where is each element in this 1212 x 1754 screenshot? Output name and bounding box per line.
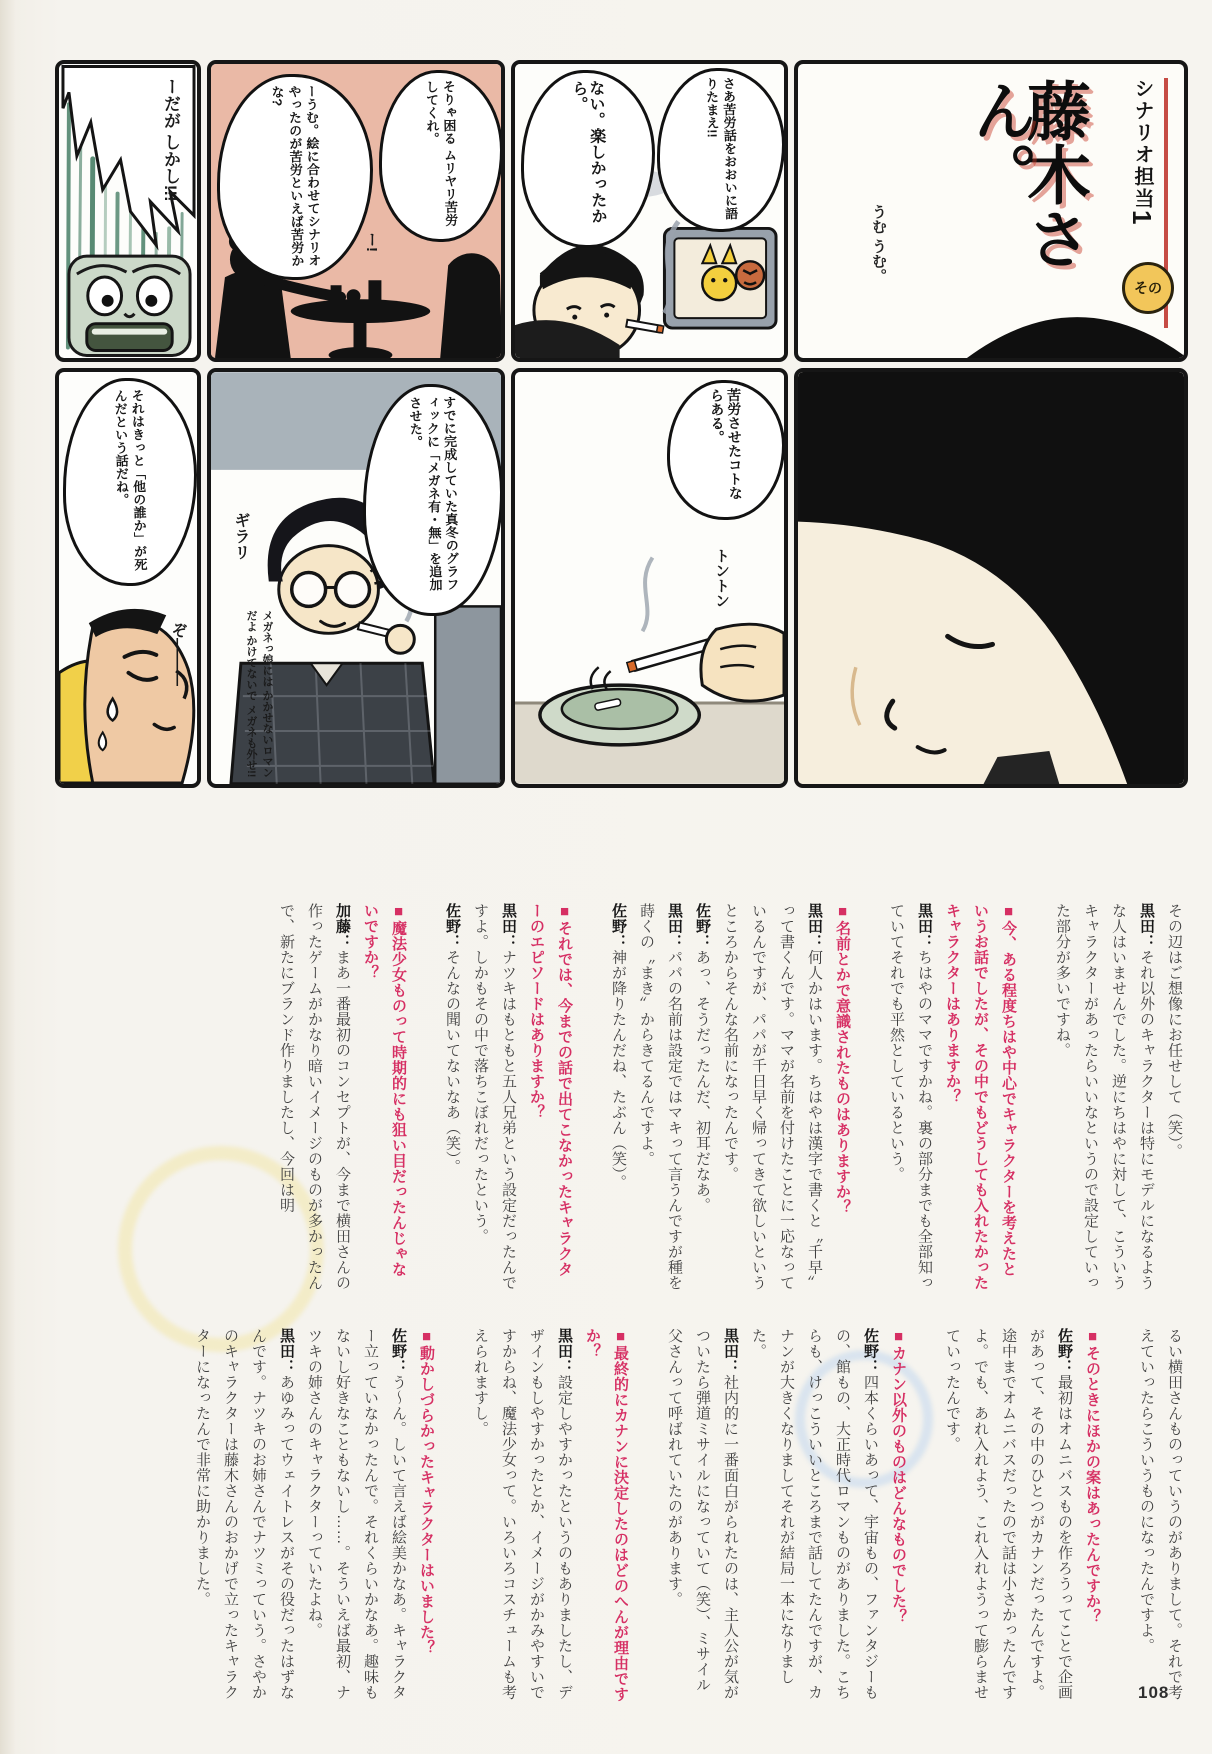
kicker-badge: その: [1122, 262, 1174, 314]
speech-bubble: [657, 68, 785, 232]
answer-text: パパの名前は設定ではマキって言うんですが種を蒔くの〝まき〟からきてるんですよ。: [638, 903, 683, 1291]
answer-text: ちはやのママですかね。裏の部分までも全部知っていてそれでも平然としているという。: [888, 903, 933, 1291]
interview-text-lower: [72, 1328, 1188, 1704]
manga-panel-glasses: [207, 368, 505, 788]
bubble-text: すでに完成していた真冬のグラフィックに「メガネ有・無」を追加させた。: [406, 395, 460, 592]
interview-question: ■そのときにほかの案はあったんですか？: [1084, 1328, 1101, 1625]
answer-text: そんなの聞いてないなあ（笑）。: [444, 949, 461, 1175]
bubble-text: ない。楽しかったから。: [569, 79, 607, 224]
speech-bubble: [217, 74, 373, 280]
speaker-name: 黒田：: [806, 903, 823, 950]
comic-title: 藤木さん。: [962, 78, 1091, 270]
interview-answer: [438, 903, 466, 1291]
table-sfx-text: ー!: [363, 232, 380, 252]
manga-panel-face: [794, 368, 1188, 788]
interview-question: ■動かしづらかったキャラクターはいました？: [418, 1328, 435, 1656]
speaker-name: 佐野：: [390, 1328, 407, 1375]
answer-text: それ以外のキャラクターは特にモデルになるような人はいませんでした。逆にちはやに対して、こういうキャラクターがあったらいいなというので設定していった部分が多いですね。: [1054, 903, 1155, 1291]
murmur-text: うむ うむ。: [870, 204, 887, 284]
answer-text: まあ一番最初のコンセプトが、今まで横田さんの作ったゲームがかなり暗いイメージのものが多かったんで、新たにブランド作りましたし、今回は明: [278, 903, 351, 1291]
interview-answer: [1048, 903, 1160, 1291]
speaker-name: 黒田：: [666, 903, 683, 950]
interview-question: ■魔法少女ものって時期的にも狙い目だったんじゃないですか？: [362, 903, 407, 1277]
glasses-sfx-text: ギラリ: [232, 512, 249, 560]
speech-bubble: [667, 380, 785, 520]
interview-question: ■今、ある程度ちはや中心でキャラクターを考えたというお話でしたが、その中でもどうしても入れたかったキャラクターはありますか？: [944, 903, 1017, 1291]
bubble-text: 苦労させたコトならある。: [708, 388, 744, 501]
interview-continuation: その辺はご想像にお任せして（笑）。: [1166, 903, 1183, 1159]
kicker-text: シナリオ担当: [1131, 78, 1153, 210]
manga-panel-title: [794, 60, 1188, 362]
answer-text: 何人かはいます。ちはやは漢字で書くと〝千早〟って書くんです。ママが名前を付けたことに一応なっているんですが、パパが千日早く帰ってきて欲しいというところからそんな名前になったんです。: [722, 903, 823, 1291]
speaker-name: 黒田：: [278, 1328, 295, 1375]
interview-answer: [744, 1328, 884, 1704]
speaker-name: 黒田：: [556, 1328, 573, 1375]
interview-answer: [466, 1328, 578, 1704]
interview-answer: [688, 903, 716, 1291]
interview-answer: [188, 1328, 300, 1704]
interview-question: ■それでは、今までの話で出てこなかったキャラクターのエピソードはありますか？: [528, 903, 573, 1277]
interview-question: ■最終的にカナンに決定したのはどのへんが理由ですか？: [584, 1328, 629, 1702]
speaker-name: 黒田：: [916, 903, 933, 950]
manga-panel-flash: [55, 60, 201, 362]
speaker-name: 佐野：: [610, 903, 627, 950]
interview-answer: [300, 1328, 412, 1704]
speech-bubble: [363, 384, 503, 616]
answer-text: あっ、そうだったんだ、初耳だなあ。: [694, 949, 711, 1213]
answer-text: う〜ん。しいて言えば絵美かなあ。キャラクター立っていなかったんで。それくらいかなあ。趣味もないし好きなこともないし……。そういえば最初、ナツキの姉さんのキャラクターっていたよね。: [306, 1328, 407, 1700]
interview-answer: [604, 903, 632, 1291]
speech-bubble: [63, 378, 197, 586]
interview-answer: [882, 903, 938, 1291]
interview-answer: [716, 903, 828, 1291]
speech-bubble: [521, 70, 655, 248]
manga-panel-profile: [55, 368, 201, 788]
speaker-name: 黒田：: [1138, 903, 1155, 950]
answer-text: ナツキはもともと五人兄弟という設定だったんですよ。しかもその中で落ちこぼれだったという。: [472, 903, 517, 1291]
bubble-text: さあ苦労話をおおいに語りたまえ!!: [703, 77, 739, 221]
speaker-name: 佐野：: [862, 1328, 879, 1375]
interview-answer: [466, 903, 522, 1291]
speaker-name: 佐野：: [1056, 1328, 1073, 1375]
answer-text: 最初はオムニバスものを作ろうってことで企画があって、その中のひとつがカナンだったんですよ。途中までオムニバスだったので話は小さかったんですよ。でも、あれ入れよう、これ入れようって膨らませていったんです。: [944, 1328, 1073, 1700]
interview-text-upper: [72, 903, 1188, 1291]
answer-text: あゆみってウェイトレスがその役だったはずなんです。ナツキのお姉さんでナツミっていう。さやかのキャラクターは藤木さんのおかげで立ったキャラクターになったんで非常に助かりました。: [194, 1328, 295, 1700]
speech-bubble: [379, 70, 503, 242]
face-panel-art: [798, 372, 1184, 784]
interview-question: ■名前とかで意識されたものはありますか？: [834, 903, 851, 1215]
answer-text: 社内的に一番面白がられたのは、主人公が気がついたら弾道ミサイルになっていて（笑）、ミサイル父さんって呼ばれていたのがあります。: [666, 1328, 739, 1700]
profile-sfx-text: ぞ———: [169, 622, 186, 686]
kicker-number: 1: [1127, 210, 1157, 227]
interview-answer: [632, 903, 688, 1291]
manga-panel-ashtray: [511, 368, 788, 788]
interview-answer: [938, 1328, 1078, 1704]
answer-text: 設定しやすかったというのもありましたし、デザインもしやすかったとか、イメージがかみやすいですからね、魔法少女って。いろいろコスチュームも考えられますし。: [472, 1328, 573, 1700]
speaker-name: 加藤：: [334, 903, 351, 950]
speaker-name: 佐野：: [694, 903, 711, 950]
interview-question: ■カナン以外のものはどんなものでした？: [890, 1328, 907, 1625]
interview-continuation: るい横田さんものっていうのがありまして。それで考えていったらこういうものになったんですよ。: [1138, 1328, 1183, 1700]
answer-text: 神が降りたんだね、たぶん（笑）。: [610, 949, 627, 1190]
manga-panel-table: [207, 60, 505, 362]
flash-shout-text: ーだが しかし!!!: [161, 78, 180, 202]
page-number: 108: [1138, 1683, 1170, 1702]
manga-panel-smoker: [511, 60, 788, 362]
bubble-text: ーうむ。絵に合わせてシナリオやったのが苦労といえば苦労かな?: [268, 84, 322, 268]
ashtray-sfx-text: トントン: [713, 548, 730, 608]
speaker-name: 佐野：: [444, 903, 461, 950]
interview-answer: [660, 1328, 744, 1704]
bubble-text: それはきっと「他の誰か」が死んだという話だね。: [112, 388, 148, 572]
speaker-name: 黒田：: [722, 1328, 739, 1375]
interview-answer: [272, 903, 356, 1291]
bubble-text: そりゃ困る ムリヤリ苦労してくれ。: [423, 79, 459, 227]
answer-text: 四本くらいあって、宇宙もの、ファンタジーもの、館もの、大正時代ロマンものがありました。こちらも、けっこういいところまで話してたんですが、カナンが大きくなりましてそれが結局一本になりました。: [750, 1328, 879, 1700]
glasses-note-text: メガネっ娘には かかせないロマンだよ かけてないで メガネも外せ!!: [245, 610, 273, 779]
speaker-name: 黒田：: [500, 903, 517, 950]
